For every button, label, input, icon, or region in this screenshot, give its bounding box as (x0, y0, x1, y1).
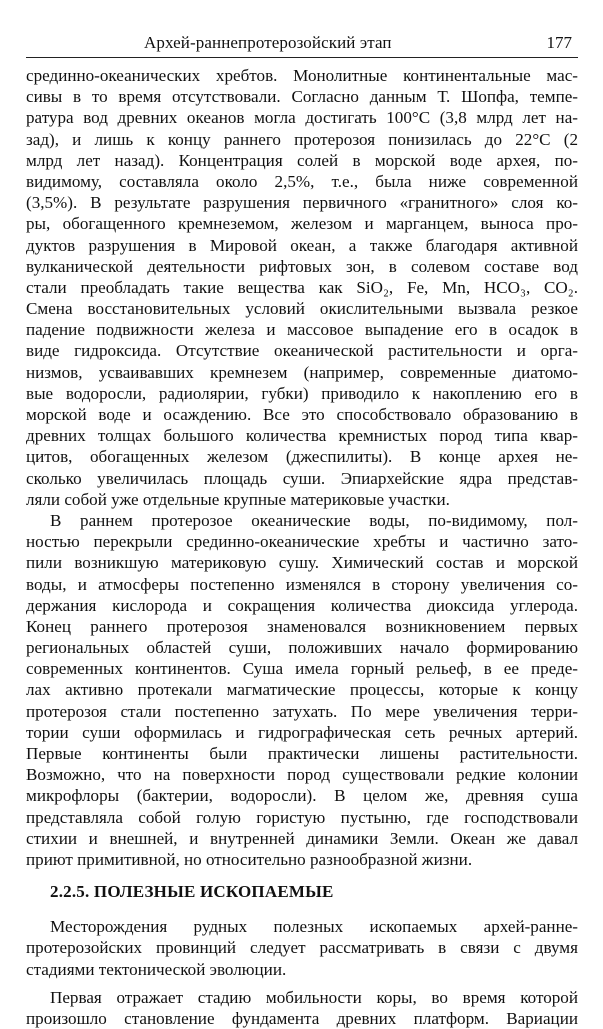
text-line: протерозоя стали постепенно затухать. По мере увеличения терри- (26, 701, 578, 721)
text-line: тории суши оформилась и гидрографическая сеть речных артерий. (26, 722, 578, 742)
text-line: виде гидроксида. Отсутствие океанической растительности и орга- (26, 341, 578, 361)
text-line: современных континентов. Суша имела горный рельеф, в ее преде- (26, 659, 578, 679)
paragraph-1 (26, 65, 578, 510)
page-number: 177 (546, 33, 572, 52)
text-line: падение подвижности железа и массовое выпадение его в осадок в (26, 320, 578, 340)
text-line: сколько увеличилась площадь суши. Эпиархейские ядра представ- (26, 468, 578, 488)
paragraph-2 (26, 510, 578, 870)
text-line: представляла собой голую гористую пустыню, где господствовали (26, 807, 578, 827)
text-line: ностью перекрыли срединно-океанические хребты и частично зато- (26, 532, 578, 552)
section-heading: 2.2.5. ПОЛЕЗНЫЕ ИСКОПАЕМЫЕ (50, 882, 334, 902)
paragraph-3 (26, 916, 578, 980)
header-title: Архей-раннепротерозойский этап (144, 33, 392, 52)
running-header (26, 33, 578, 58)
text-line: древних толщах большого количества кремнистых пород типа квар- (26, 426, 578, 446)
text-line: сивы в то время отсутствовали. Согласно данным Т. Шопфа, темпе- (26, 87, 578, 107)
text-line: зад), и лишь к концу раннего протерозоя понизилась до 22°С (2 (26, 129, 578, 149)
text-line: ратура вод древних океанов могла достигать 100°С (3,8 млрд лет на- (26, 108, 578, 128)
text-line: держания кислорода и сокращения количества диоксида углерода. (26, 595, 578, 615)
text-line: протерозойских провинций следует рассматривать в связи с двумя (26, 938, 578, 958)
text-line: дуктов разрушения в Мировой океан, а также благодаря активной (26, 235, 578, 255)
text-line: Смена восстановительных условий окислительными вызвала резкое (26, 299, 578, 319)
text-line: видимому, составляла около 2,5%, т.е., была ниже современной (26, 171, 578, 191)
text-line: вулканической деятельности рифтовых зон, в солевом составе вод (26, 256, 578, 276)
paragraph-4 (26, 987, 578, 1029)
text-line: приют примитивной, но относительно разнообразной жизни. (26, 849, 473, 869)
text-line: низмов, усваивавших кремнезем (например, современные диатомо- (26, 362, 578, 382)
text-line: Первая отражает стадию мобильности коры, во время которой (50, 987, 578, 1007)
text-line: Возможно, что на поверхности пород существовали редкие колонии (26, 765, 578, 785)
text-line: региональных областей суши, положивших начало формированию (26, 638, 578, 658)
text-line: стихии и внешней, и внутренней динамики Земли. Океан же давал (26, 828, 578, 848)
text-line: стали преобладать такие вещества как SiO₂, Fe, Mn, HCO₃, CO₂. (26, 277, 578, 297)
text-line: пили возникшую материковую сушу. Химический состав и морской (26, 553, 578, 573)
text-line: морской воде и осаждению. Все это способствовало образованию в (26, 405, 578, 424)
text-line: лах активно протекали магматические процессы, которые к концу (26, 680, 578, 700)
text-line: цитов, обогащенных железом (джеспилиты). В конце архея не- (26, 447, 578, 467)
text-line: ры, обогащенного кремнеземом, железом и марганцем, выноса про- (26, 214, 578, 234)
text-line: стадиями тектонической эволюции. (26, 959, 287, 979)
text-line: Месторождения рудных полезных ископаемых архей-ранне- (50, 917, 578, 937)
paragraph-gap (26, 980, 578, 987)
text-line: произошло становление фундамента древних платформ. Вариации (26, 1008, 578, 1028)
text-line: млрд лет назад). Концентрация солей в морской воде архея, по- (26, 150, 578, 170)
text-line: ляли собой уже отдельные крупные материковые участки. (26, 489, 450, 509)
text-line: Конец раннего протерозоя знаменовался возникновением первых (26, 616, 578, 636)
text-line: В раннем протерозое океанические воды, по-видимому, пол- (50, 510, 578, 530)
text-line: срединно-океанических хребтов. Монолитные континентальные мас- (26, 66, 578, 85)
page-body (26, 65, 578, 1029)
text-line: вые водоросли, радиолярии, губки) приводило к накоплению его в (26, 383, 578, 403)
text-line: (3,5%). В результате разрушения первичного «гранитного» слоя ко- (26, 193, 578, 213)
text-line: Первые континенты были практически лишены растительности. (26, 744, 578, 763)
text-line: воды, и атмосферы постепенно изменялся в сторону увеличения со- (26, 574, 578, 594)
text-line: микрофлоры (бактерии, водоросли). В целом же, древняя суша (26, 786, 578, 806)
